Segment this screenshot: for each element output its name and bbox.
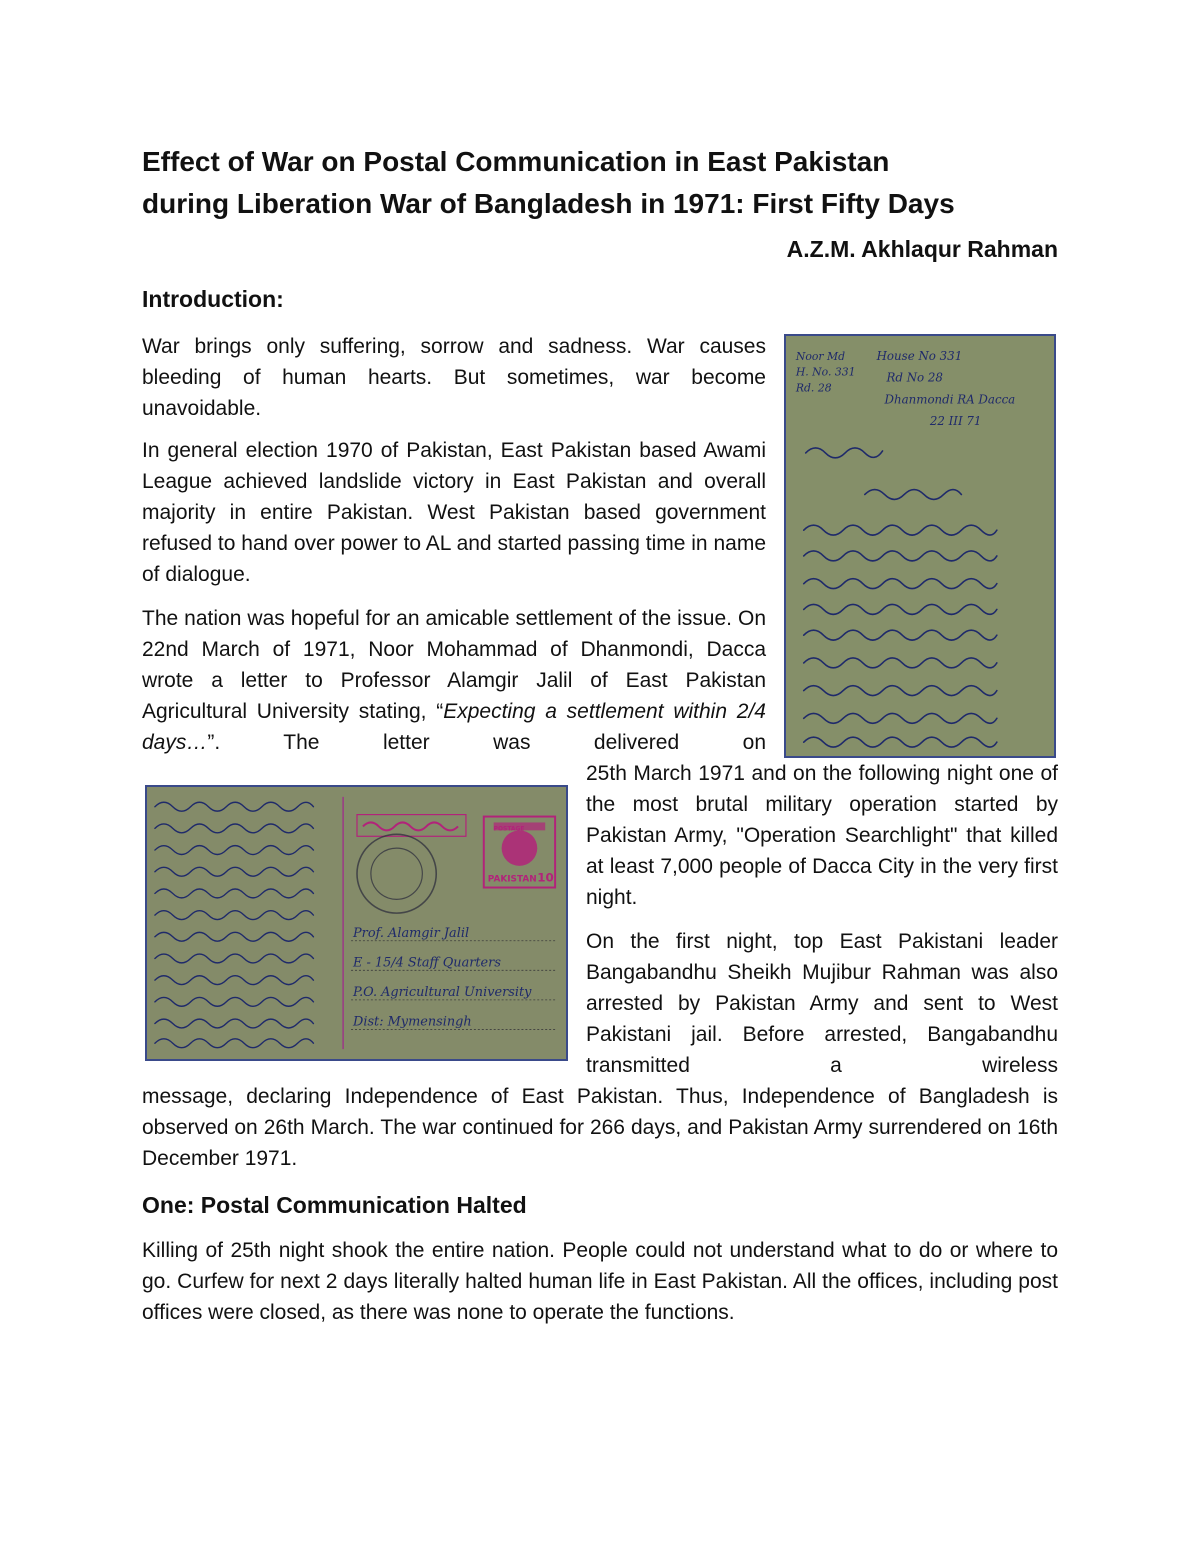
letter-photo bbox=[784, 334, 1056, 758]
letter-sender-line-3: Rd. 28 bbox=[795, 381, 832, 395]
paragraph-2: In general election 1970 of Pakistan, East Pakistan based Awami League achieved landslide victory in East Pakistan and overall majority in entire Pakistan. West Pakistan based government refused to hand over power to AL and started passing time in name of dialogue. bbox=[142, 439, 766, 586]
paragraph-1: War brings only suffering, sorrow and sadness. War causes bleeding of human hearts. But sometimes, war become unavoidable. bbox=[142, 335, 766, 420]
title-line-1: Effect of War on Postal Communication in East Pakistan bbox=[142, 146, 890, 177]
paragraph-4-top: On the first night, top East Pakistani leader Bangabandhu Sheikh Mujibur Rahman was also arrested by Pakistan Army and sent to West Pakistani jail. Before arrested, Bangabandhu transmitted a wireless bbox=[586, 930, 1058, 1077]
postcard-recipient-district: Dist: Mymensingh bbox=[353, 1014, 472, 1030]
paragraph-3-continued: 25th March 1971 and on the following night one of the most brutal military operation started by Pakistan Army, "Operation Searchlight" that killed at least 7,000 people of Dacca City in the very first night. bbox=[586, 762, 1058, 909]
stamp-postage-label: POSTAGE bbox=[493, 826, 525, 833]
paragraph-3-text-a: The nation was hopeful for an amicable settlement of the issue. On 22nd March of 1971, Noor Mohammad of Dhanmondi, Dacca wrote a letter to Professor Alamgir Jalil of East Pakistan Agricultural University stating, “ bbox=[142, 607, 766, 723]
paragraph-3-quote: Expecting a settlement within 2/4 days… bbox=[142, 700, 766, 754]
paragraph-3-top bbox=[142, 603, 766, 758]
stamp-country: PAKISTAN bbox=[487, 874, 537, 885]
postcard-recipient-name: Prof. Alamgir Jalil bbox=[353, 925, 470, 941]
paragraph-5: Killing of 25th night shook the entire nation. People could not understand what to do or where to go. Curfew for next 2 days literally halted human life in East Pakistan. All the offices, including post offices were closed, as there was none to operate the functions. bbox=[142, 1239, 1058, 1324]
letter-sender-line-2: H. No. 331 bbox=[795, 365, 856, 379]
title-line-2: during Liberation War of Bangladesh in 1971: First Fifty Days bbox=[142, 188, 955, 219]
postcard-photo bbox=[145, 785, 568, 1061]
author-name: A.Z.M. Akhlaqur Rahman bbox=[786, 236, 1058, 262]
letter-sender-line-1: Noor Md bbox=[795, 349, 846, 363]
postcard-illustration bbox=[147, 787, 566, 1059]
intro-heading: Introduction: bbox=[142, 286, 284, 312]
paragraph-4-continued: message, declaring Independence of East Pakistan. Thus, Independence of Bangladesh is observed on 26th March. The war continued for 266 days, and Pakistan Army surrendered on 16th December 1971. bbox=[142, 1085, 1058, 1170]
letter-address-1: House No 331 bbox=[876, 348, 963, 363]
letter-address-2: Rd No 28 bbox=[886, 370, 943, 385]
postcard-recipient-address: E - 15/4 Staff Quarters bbox=[353, 955, 501, 971]
document-title bbox=[142, 141, 1058, 225]
section-1-heading: One: Postal Communication Halted bbox=[142, 1192, 527, 1218]
stamp-emblem-icon bbox=[502, 830, 538, 865]
letter-address-3: Dhanmondi RA Dacca bbox=[884, 392, 1016, 407]
stamp-value: 10 bbox=[537, 870, 554, 885]
paragraph-3-text-b: ”. The letter was delivered on bbox=[207, 731, 766, 754]
letter-illustration bbox=[786, 336, 1054, 756]
postcard-recipient-po: P.O. Agricultural University bbox=[353, 984, 532, 1000]
letter-date: 22 III 71 bbox=[929, 414, 982, 429]
